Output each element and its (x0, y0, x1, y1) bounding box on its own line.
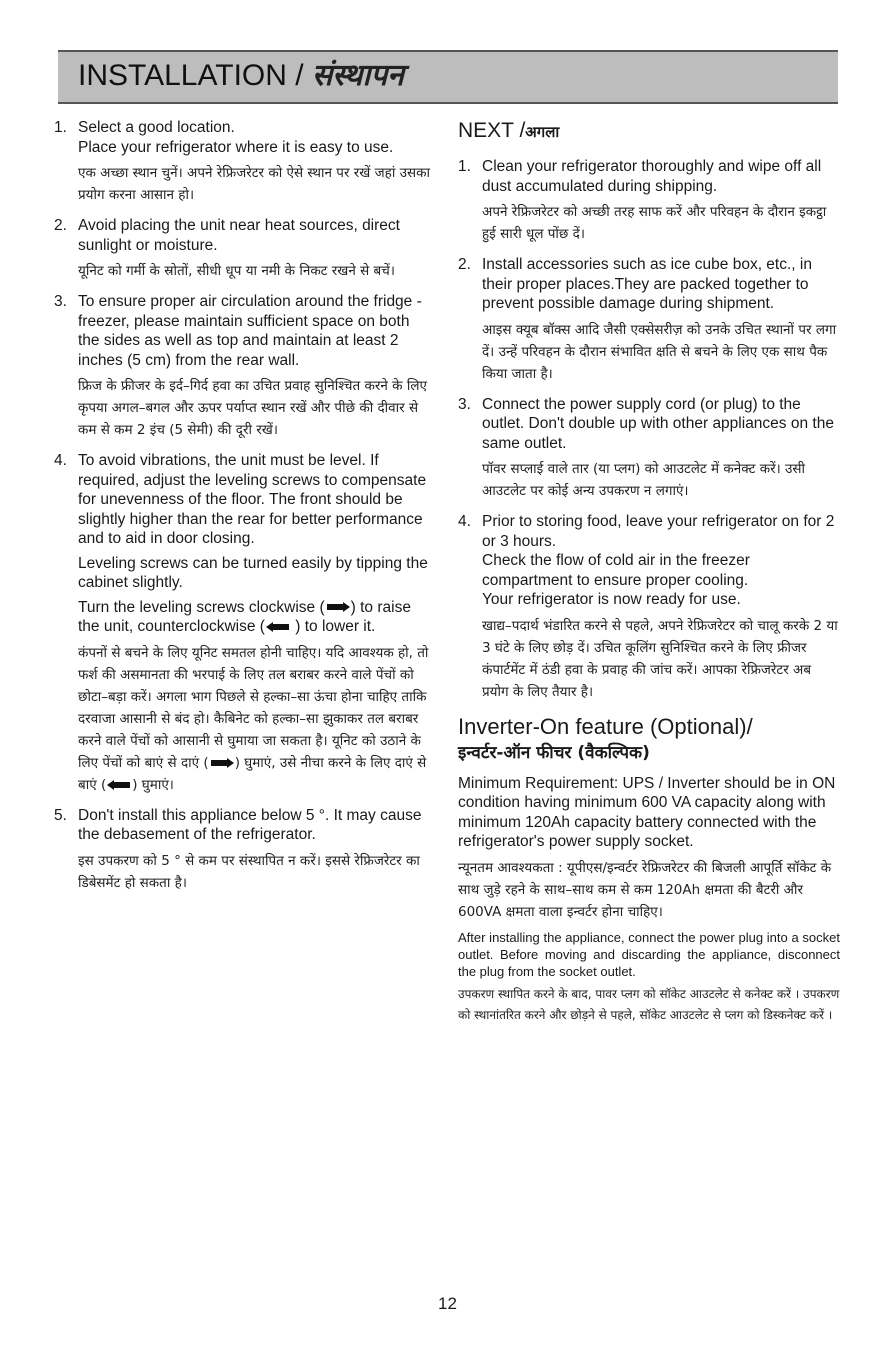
item-text-en: To avoid vibrations, the unit must be level. If required, adjust the leveling screws to compensate for unevenness of the floor. The front should be slightly higher than the rear for better performance and to aid in door closing. (78, 452, 427, 547)
list-item (54, 216, 434, 282)
item-number: 2. (54, 217, 67, 234)
item-number: 3. (54, 293, 67, 310)
list-item (54, 451, 434, 796)
inverter-requirement-hi: न्यूनतम आवश्यकता : यूपीएस/इन्वर्टर रेफ्रिजरेटर की बिजली आपूर्ति सॉकेट के साथ जुड़े रहने के साथ–साथ कम से कम 120Ah क्षमता की बैटरी और 600VA क्षमता वाला इन्वर्टर होना चाहिए। (458, 859, 832, 920)
inverter-note-hi: उपकरण स्थापित करने के बाद, पावर प्लग को सॉकेट आउटलेट से कनेक्ट करें । उपकरण को स्थानांतरित करने और छोड़ने से पहले, सॉकेट आउटलेट से प्लग को डिस्कनेक्ट करें । (458, 986, 840, 1022)
list-item (458, 157, 840, 245)
item-text-en: Check the flow of cold air in the freezer compartment to ensure proper cooling. (482, 552, 750, 589)
inverter-heading-hi: इन्वर्टर-ऑन फीचर (वैकल्पिक) (458, 742, 650, 763)
item-text-en: Install accessories such as ice cube box, etc., in their proper places.They are packed together to prevent possible damage during shipment. (482, 256, 812, 312)
list-item (54, 292, 434, 441)
turn-instruction (78, 598, 434, 637)
page-title-hi: संस्थापन (311, 58, 404, 93)
item-text-en: Clean your refrigerator thoroughly and wipe off all dust accumulated during shipping. (482, 158, 822, 195)
item-text-hi (78, 642, 434, 796)
list-item (458, 255, 840, 385)
next-heading-hi: अगला (525, 123, 560, 141)
hi-text: कंपनों से बचने के लिए यूनिट समतल होनी चाहिए। यदि आवश्यक हो, तो फर्श की असमानता की भरपाई के लिए तल बराबर करने वाले पेंचों को छोटा–बड़ा करें। अगला भाग पिछले से हल्का–सा ऊंचा होना चाहिए ताकि दरवाजा आसानी से बंद हो। कैबिनेट को हल्का–सा झुकाकर तल बराबर करने वाले पेंचों को आसानी से घुमाया जा सकता है। यूनिट को उठाने के लिए पेंचों को बाएं से दाएं (78, 644, 429, 771)
item-text-en: Avoid placing the unit near heat sources, direct sunlight or moisture. (78, 217, 400, 254)
item-text-hi: फ्रिज के फ्रीजर के इर्द–गिर्द हवा का उचित प्रवाह सुनिश्चित करने के लिए कृपया अगल–बगल और ऊपर पर्याप्त स्थान रखें और पीछे की दीवार से कम से कम 2 इंच (5 सेमी) की दूरी रखें। (78, 378, 427, 438)
item-number: 4. (54, 452, 67, 469)
item-text-hi: अपने रेफ्रिजरेटर को अच्छी तरह साफ करें और परिवहन के दौरान इकट्ठा हुई सारी धूल पोंछ दें। (482, 204, 827, 242)
left-column (54, 118, 434, 904)
next-heading-en: NEXT / (458, 119, 526, 142)
list-item (458, 512, 840, 703)
item-number: 2. (458, 256, 471, 273)
item-text-hi: आइस क्यूब बॉक्स आदि जैसी एक्सेसरीज़ को उनके उचित स्थानों पर लगा दें। उन्हें परिवहन के दौरान संभावित क्षति से बचने के लिए एक साथ पैक किया जाता है। (482, 321, 837, 382)
item-number: 1. (54, 119, 67, 136)
item-number: 3. (458, 395, 471, 413)
item-text-en: Prior to storing food, leave your refrigerator on for 2 or 3 hours. (482, 513, 835, 550)
item-number: 5. (54, 806, 67, 824)
page-number: 12 (438, 1294, 457, 1313)
right-column (458, 118, 840, 1026)
item-text-en: Place your refrigerator where it is easy to use. (78, 138, 394, 156)
clockwise-arrow-icon (325, 601, 351, 613)
next-heading (458, 118, 840, 145)
item-number: 4. (458, 513, 471, 530)
page-title-en: INSTALLATION / (78, 59, 312, 92)
item-text-en: Leveling screws can be turned easily by tipping the cabinet slightly. (78, 554, 428, 591)
inverter-heading-en: Inverter-On feature (Optional)/ (458, 713, 753, 739)
item-number: 1. (458, 158, 471, 175)
page-title (78, 56, 404, 96)
inverter-requirement-en: Minimum Requirement: UPS / Inverter should be in ON condition having minimum 600 VA capacity along with minimum 120Ah capacity battery connected with the refrigerator's power supply socket. (458, 774, 836, 850)
turn-text: Turn the leveling screws clockwise ( (78, 598, 325, 616)
item-text-hi: खाद्य–पदार्थ भंडारित करने से पहले, अपने रेफ्रिजरेटर को चालू करके 2 या 3 घंटे के लिए छोड़ दें। उचित कूलिंग सुनिश्चित करने के लिए फ्रीजर कंपार्टमेंट में ठंडी हवा के प्रवाह की जांच करें। आपका रेफ्रिजरेटर अब प्रयोग के लिए तैयार है। (482, 617, 838, 700)
turn-text: ) to lower it. (290, 618, 376, 635)
item-text-en: Your refrigerator is now ready for use. (482, 591, 741, 608)
counterclockwise-arrow-icon (106, 779, 132, 791)
item-text-hi: इस उपकरण को 5 ° से कम पर संस्थापित न करें। इससे रेफ्रिजरेटर का डिबेसमेंट हो सकता है। (78, 852, 420, 891)
list-item (54, 806, 434, 894)
item-text-en: Select a good location. (78, 119, 235, 136)
item-text-hi: एक अच्छा स्थान चुनें। अपने रेफ्रिजरेटर को ऐसे स्थान पर रखें जहां उसका प्रयोग करना आसान हो। (78, 165, 430, 203)
turn-text: ) to raise the unit, counterclockwise ( (78, 598, 411, 635)
clockwise-arrow-icon (209, 757, 235, 769)
list-item (458, 395, 840, 503)
hi-text: ) घुमाएं। (132, 776, 174, 793)
list-item (54, 118, 434, 206)
item-text-hi: पॉवर सप्लाई वाले तार (या प्लग) को आउटलेट में कनेक्ट करें। उसी आउटलेट पर कोई अन्य उपकरण न लगाएं। (482, 461, 806, 499)
counterclockwise-arrow-icon (265, 621, 291, 633)
inverter-note-en: After installing the appliance, connect the power plug into a socket outlet. Before moving and discarding the appliance, disconnect the plug from the socket outlet. (458, 929, 840, 979)
item-text-en: Connect the power supply cord (or plug) to the outlet. Don't double up with other appliances on the same outlet. (482, 395, 834, 452)
item-text-hi: यूनिट को गर्मी के स्रोतों, सीधी धूप या नमी के निकट रखने से बचें। (78, 263, 395, 279)
hi-text: ( (203, 754, 209, 771)
item-text-en: To ensure proper air circulation around the fridge -freezer, please maintain sufficient space on both the sides as well as top and maintain at least 2 inches (5 cm) from the rear wall. (78, 293, 422, 369)
hi-text: ) घुमाएं, उसे नीचा करने के लिए दाएं से बाएं ( (78, 754, 427, 793)
item-text-en: Don't install this appliance below 5 °. It may cause the debasement of the refrigerator. (78, 806, 422, 843)
